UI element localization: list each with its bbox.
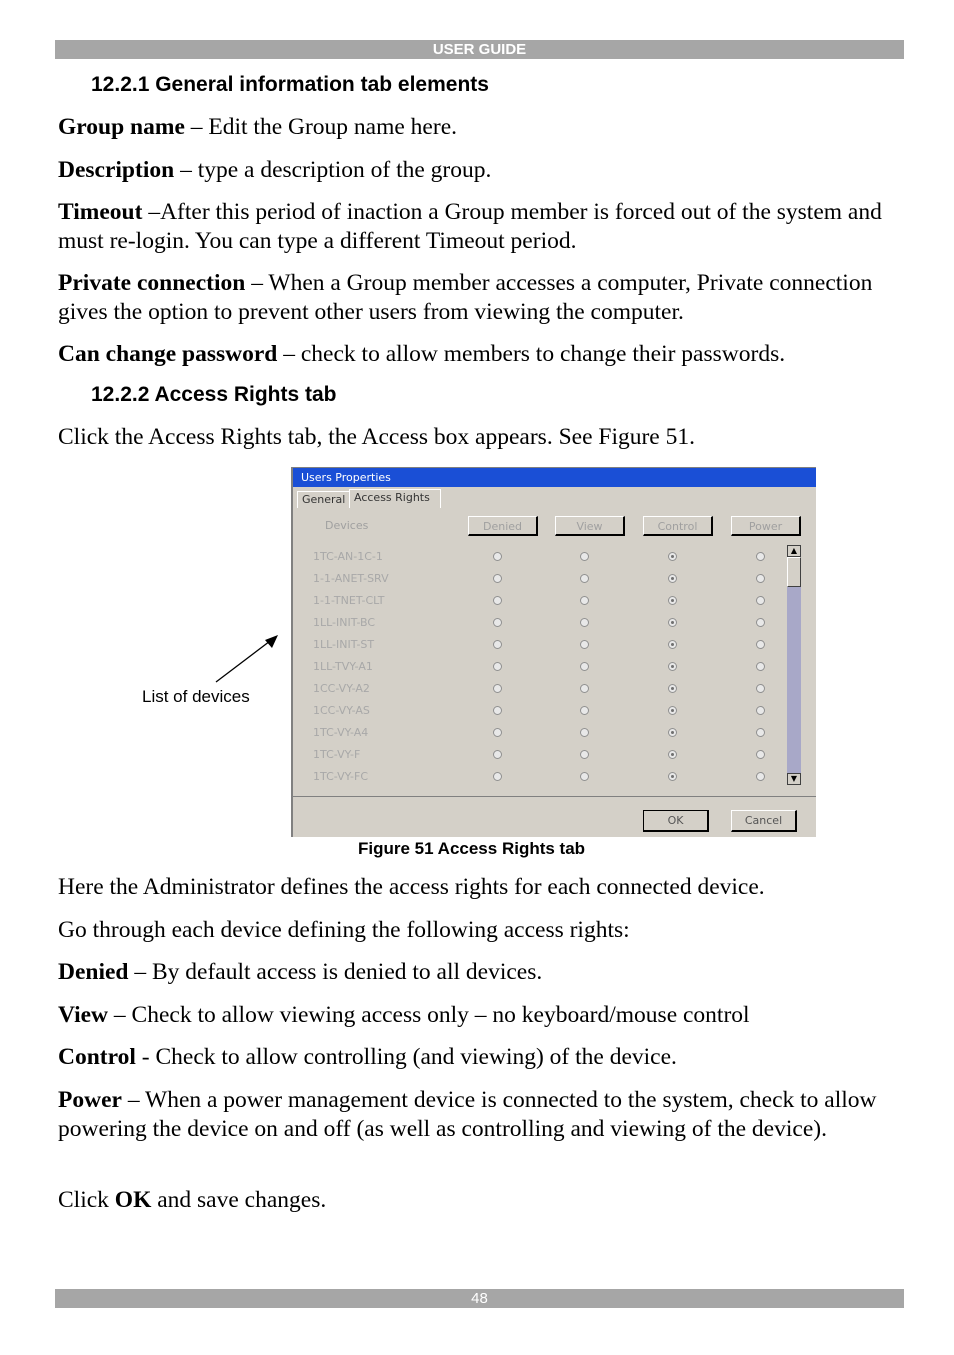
section-heading-access-rights: 12.2.2 Access Rights tab xyxy=(91,383,337,406)
term: Group name xyxy=(58,114,185,140)
closing-prefix: Click xyxy=(58,1187,115,1213)
para-view xyxy=(58,1001,904,1030)
column-denied[interactable]: Denied xyxy=(468,516,538,536)
term: Control xyxy=(58,1044,136,1070)
access-radio[interactable] xyxy=(756,750,765,759)
desc: – Check to allow viewing access only – no keyboard/mouse control xyxy=(108,1002,750,1028)
access-radio[interactable] xyxy=(493,640,502,649)
access-radio[interactable] xyxy=(580,574,589,583)
figure-caption: Figure 51 Access Rights tab xyxy=(358,839,586,858)
cancel-button[interactable]: Cancel xyxy=(731,810,797,832)
closing-ok: OK xyxy=(114,1187,152,1213)
para-group-name xyxy=(58,113,904,142)
access-radio[interactable] xyxy=(580,684,589,693)
access-radio[interactable] xyxy=(756,728,765,737)
desc: – When a power management device is connected to the system, check to allow powering the device on and off (as well as controlling and viewing of the device). xyxy=(58,1087,877,1142)
device-name: 1CC-VY-A2 xyxy=(313,682,370,695)
device-row xyxy=(313,744,783,766)
device-row xyxy=(313,568,783,590)
desc: – By default access is denied to all devices. xyxy=(128,959,543,985)
column-view[interactable]: View xyxy=(555,516,625,536)
desc: – check to allow members to change their passwords. xyxy=(277,341,786,367)
device-row xyxy=(313,766,783,788)
window-title: Users Properties xyxy=(293,468,816,487)
device-row xyxy=(313,590,783,612)
device-name: 1-1-ANET-SRV xyxy=(313,572,389,585)
device-name: 1TC-VY-FC xyxy=(313,770,368,783)
access-radio[interactable] xyxy=(668,574,677,583)
access-radio[interactable] xyxy=(668,618,677,627)
callout-label: List of devices xyxy=(142,687,250,706)
para-click-ok xyxy=(58,1186,904,1215)
access-radio[interactable] xyxy=(580,596,589,605)
access-radio[interactable] xyxy=(756,574,765,583)
device-row xyxy=(313,546,783,568)
access-radio[interactable] xyxy=(580,618,589,627)
term: View xyxy=(58,1002,109,1028)
users-properties-window xyxy=(291,467,816,837)
device-name: 1LL-INIT-ST xyxy=(313,638,375,651)
para-power xyxy=(58,1086,904,1144)
device-name: 1-1-TNET-CLT xyxy=(313,594,385,607)
header-bar: USER GUIDE xyxy=(55,40,904,59)
access-radio[interactable] xyxy=(493,684,502,693)
column-control[interactable]: Control xyxy=(643,516,713,536)
scroll-up-icon[interactable]: ▲ xyxy=(787,545,801,557)
term: Private connection xyxy=(58,270,246,296)
access-radio[interactable] xyxy=(493,750,502,759)
access-radio[interactable] xyxy=(580,750,589,759)
access-radio[interactable] xyxy=(756,684,765,693)
access-radio[interactable] xyxy=(756,596,765,605)
term: Description xyxy=(58,157,175,183)
access-radio[interactable] xyxy=(756,618,765,627)
term: Denied xyxy=(58,959,129,985)
access-radio[interactable] xyxy=(756,772,765,781)
scrollbar[interactable] xyxy=(787,545,801,785)
access-radio[interactable] xyxy=(668,662,677,671)
device-name: 1TC-AN-1C-1 xyxy=(313,550,383,563)
para-timeout xyxy=(58,198,904,256)
para-denied xyxy=(58,958,904,987)
device-name: 1CC-VY-AS xyxy=(313,704,370,717)
term: Timeout xyxy=(58,199,143,225)
access-radio[interactable] xyxy=(493,728,502,737)
section-heading-general: 12.2.1 General information tab elements xyxy=(91,73,489,96)
para-access-intro: Click the Access Rights tab, the Access box appears. See Figure 51. xyxy=(58,424,695,450)
access-radio[interactable] xyxy=(668,640,677,649)
access-radio[interactable] xyxy=(580,706,589,715)
ok-button[interactable]: OK xyxy=(643,810,709,832)
device-name: 1LL-INIT-BC xyxy=(313,616,376,629)
access-radio[interactable] xyxy=(580,640,589,649)
tab-access-rights[interactable]: Access Rights xyxy=(349,489,441,508)
access-radio[interactable] xyxy=(580,728,589,737)
access-radio[interactable] xyxy=(756,552,765,561)
tab-general[interactable]: General xyxy=(297,491,351,508)
device-row xyxy=(313,722,783,744)
desc: – type a description of the group. xyxy=(174,157,492,183)
access-radio[interactable] xyxy=(668,772,677,781)
access-radio[interactable] xyxy=(756,706,765,715)
access-radio[interactable] xyxy=(756,662,765,671)
desc: - Check to allow controlling (and viewing) of the device. xyxy=(135,1044,677,1070)
callout-arrow-icon xyxy=(210,630,290,690)
desc: –After this period of inaction a Group member is forced out of the system and must re-login. You can type a different Timeout period. xyxy=(58,199,882,254)
para-control xyxy=(58,1043,904,1072)
access-radio[interactable] xyxy=(493,574,502,583)
access-radio[interactable] xyxy=(493,552,502,561)
access-radio[interactable] xyxy=(756,640,765,649)
para-admin: Here the Administrator defines the access rights for each connected device. xyxy=(58,874,765,900)
access-radio[interactable] xyxy=(493,706,502,715)
access-radio[interactable] xyxy=(668,706,677,715)
desc: – When a Group member accesses a computer, Private connection gives the option to prevent other users from viewing the computer. xyxy=(58,270,873,325)
device-name: 1TC-VY-F xyxy=(313,748,361,761)
closing-suffix: and save changes. xyxy=(151,1187,327,1213)
scroll-down-icon[interactable]: ▼ xyxy=(787,773,801,785)
para-private-connection xyxy=(58,269,904,327)
access-radio[interactable] xyxy=(668,552,677,561)
access-radio[interactable] xyxy=(493,596,502,605)
access-radio[interactable] xyxy=(668,728,677,737)
column-devices: Devices xyxy=(325,519,369,532)
access-radio[interactable] xyxy=(668,750,677,759)
term: Power xyxy=(58,1087,122,1113)
access-radio[interactable] xyxy=(580,552,589,561)
para-go-through: Go through each device defining the following access rights: xyxy=(58,917,630,943)
access-radio[interactable] xyxy=(580,772,589,781)
device-row xyxy=(313,612,783,634)
access-radio[interactable] xyxy=(668,596,677,605)
divider xyxy=(293,796,816,797)
scroll-thumb[interactable] xyxy=(787,557,801,587)
access-radio[interactable] xyxy=(493,618,502,627)
column-power[interactable]: Power xyxy=(731,516,801,536)
device-name: 1TC-VY-A4 xyxy=(313,726,369,739)
term: Can change password xyxy=(58,341,278,367)
device-row xyxy=(313,678,783,700)
desc: – Edit the Group name here. xyxy=(184,114,457,140)
para-can-change-password xyxy=(58,340,904,369)
para-description xyxy=(58,156,904,185)
footer-bar: 48 xyxy=(55,1289,904,1308)
device-row xyxy=(313,656,783,678)
access-radio[interactable] xyxy=(668,684,677,693)
device-row xyxy=(313,634,783,656)
access-radio[interactable] xyxy=(580,662,589,671)
access-radio[interactable] xyxy=(493,772,502,781)
device-row xyxy=(313,700,783,722)
access-radio[interactable] xyxy=(493,662,502,671)
device-name: 1LL-TVY-A1 xyxy=(313,660,373,673)
